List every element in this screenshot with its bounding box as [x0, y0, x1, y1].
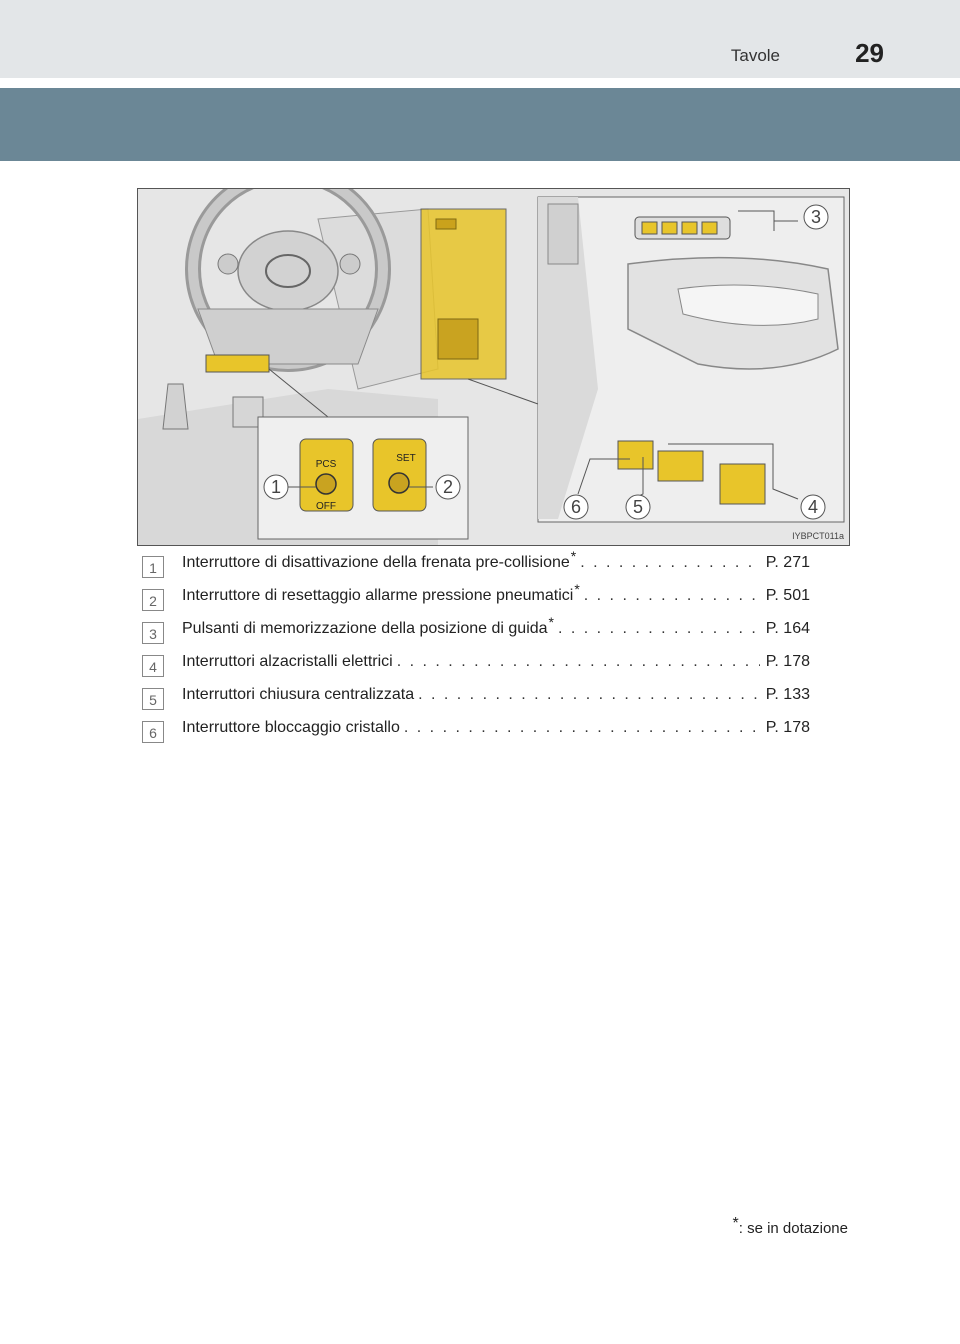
list-item	[142, 548, 822, 580]
callout-3: 3	[810, 207, 822, 227]
set-label: SET	[396, 453, 416, 464]
item-number: 6	[142, 721, 164, 743]
header-bar	[0, 0, 960, 78]
list-item	[142, 717, 822, 745]
item-label: Interruttore di disattivazione della frenata pre-collisione	[182, 554, 570, 571]
callout-5: 5	[632, 497, 644, 517]
list-item	[142, 614, 822, 646]
item-label: Interruttore di resettaggio allarme pressione pneumatici	[182, 587, 574, 604]
page-reference-link[interactable]: P. 178	[765, 719, 810, 736]
asterisk-mark: *	[548, 614, 554, 630]
list-item	[142, 581, 822, 613]
item-label: Interruttori alzacristalli elettrici	[182, 653, 393, 670]
asterisk-mark: *	[570, 548, 577, 564]
item-label: Interruttori chiusura centralizzata	[182, 686, 415, 703]
leader-dots	[404, 719, 760, 737]
off-label: OFF	[316, 501, 336, 512]
leader-dots	[558, 620, 760, 638]
callout-2: 2	[442, 477, 454, 497]
leader-dots	[418, 686, 760, 704]
footnote	[732, 1215, 848, 1238]
item-number: 1	[142, 556, 164, 578]
pcs-label: PCS	[315, 459, 337, 470]
asterisk-mark: *	[574, 581, 580, 597]
item-number: 3	[142, 622, 164, 644]
chapter-band	[0, 88, 960, 161]
list-item	[142, 684, 822, 712]
item-number: 4	[142, 655, 164, 677]
list-item	[142, 651, 822, 679]
item-label: Pulsanti di memorizzazione della posizione di guida	[182, 620, 548, 637]
leader-dots	[584, 587, 760, 605]
footnote-text: : se in dotazione	[738, 1220, 848, 1237]
item-label: Interruttore bloccaggio cristallo	[182, 719, 400, 736]
callout-6: 6	[570, 497, 582, 517]
section-title: Tavole	[730, 46, 780, 65]
page-number: 29	[855, 38, 884, 68]
footnote-asterisk: *	[732, 1215, 739, 1232]
page-reference-link[interactable]: P. 271	[765, 554, 810, 571]
page-reference-link[interactable]: P. 133	[765, 686, 810, 703]
page-reference-link[interactable]: P. 501	[765, 587, 810, 604]
illustration-code: IYBPCT011a	[792, 531, 844, 541]
item-number: 2	[142, 589, 164, 611]
callout-4: 4	[807, 497, 819, 517]
page-reference-link[interactable]: P. 164	[765, 620, 810, 637]
page-reference-link[interactable]: P. 178	[765, 653, 810, 670]
item-number: 5	[142, 688, 164, 710]
leader-dots	[397, 653, 760, 671]
callout-1: 1	[270, 477, 282, 497]
dashboard-illustration	[137, 188, 850, 546]
leader-dots	[580, 554, 760, 572]
